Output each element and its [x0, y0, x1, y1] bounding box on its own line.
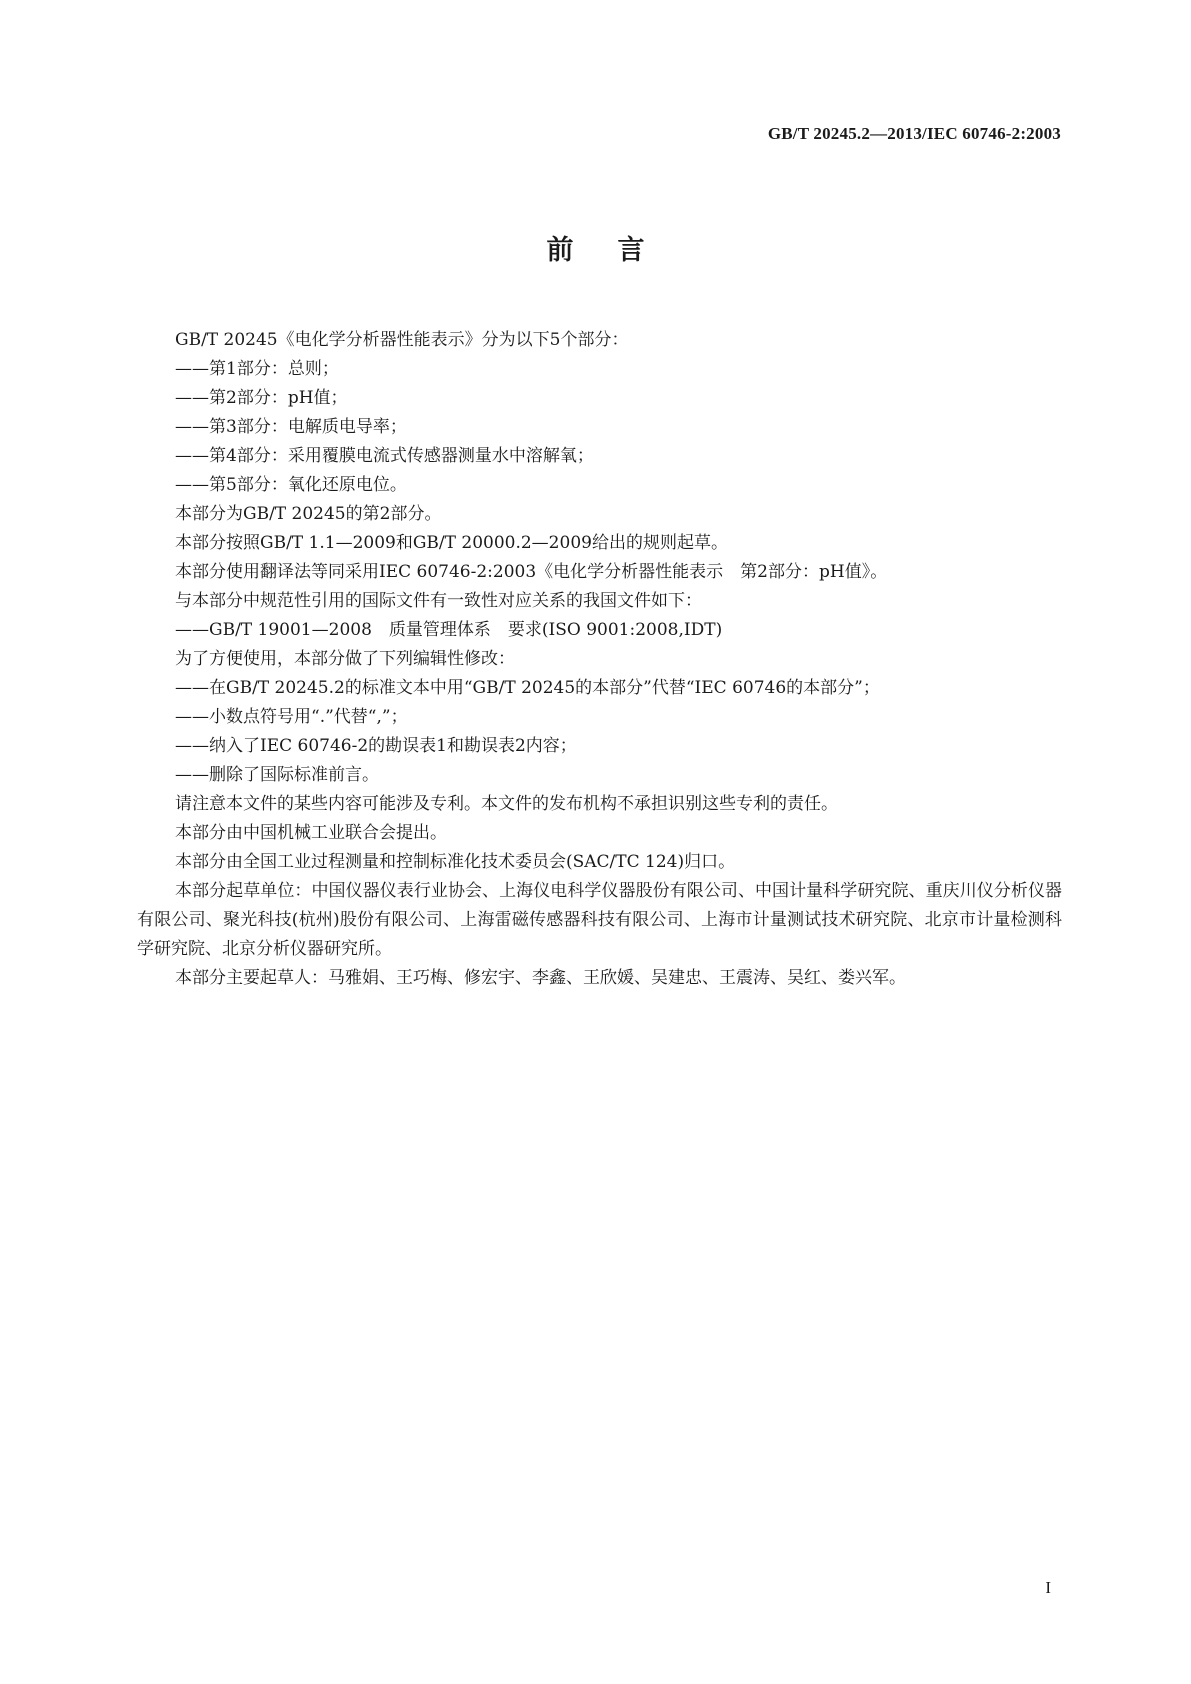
page-number: I [1045, 1578, 1051, 1597]
list-item: ——小数点符号用“.”代替“,”； [175, 707, 408, 727]
paragraph: 本部分为GB/T 20245的第2部分。 [175, 504, 442, 524]
document-code: GB/T 20245.2—2013/IEC 60746-2:2003 [767, 124, 1061, 143]
paragraph: 本部分主要起草人：马雅娟、王巧梅、修宏宇、李鑫、王欣媛、吴建忠、王震涛、吴红、娄兴军。 [175, 968, 906, 988]
paragraph: 本部分起草单位：中国仪器仪表行业协会、上海仪电科学仪器股份有限公司、中国计量科学研究院、重庆川仪分析仪器有限公司、聚光科技(杭州)股份有限公司、上海雷磁传感器科技有限公司、上海市计量测试技术研究院、北京市计量检测科学研究院、北京分析仪器研究所。 [137, 881, 1062, 959]
paragraph: 本部分使用翻译法等同采用IEC 60746-2:2003《电化学分析器性能表示 第2部分：pH值》。 [175, 562, 888, 582]
list-item: ——删除了国际标准前言。 [175, 765, 379, 785]
paragraph: 本部分按照GB/T 1.1—2009和GB/T 20000.2—2009给出的规则起草。 [175, 533, 728, 553]
list-item: ——第5部分：氧化还原电位。 [175, 475, 407, 495]
paragraph: 与本部分中规范性引用的国际文件有一致性对应关系的我国文件如下： [175, 591, 702, 611]
list-item: ——在GB/T 20245.2的标准文本中用“GB/T 20245的本部分”代替“IEC 60746的本部分”； [175, 678, 880, 698]
paragraph: 本部分由中国机械工业联合会提出。 [175, 823, 447, 843]
list-item: ——纳入了IEC 60746-2的勘误表1和勘误表2内容； [175, 736, 577, 756]
list-item: ——第2部分：pH值； [175, 388, 348, 408]
paragraph: GB/T 20245《电化学分析器性能表示》分为以下5个部分： [175, 330, 629, 350]
paragraph: 本部分由全国工业过程测量和控制标准化技术委员会(SAC/TC 124)归口。 [175, 852, 736, 872]
list-item: ——第4部分：采用覆膜电流式传感器测量水中溶解氧； [175, 446, 594, 466]
paragraph: 为了方便使用，本部分做了下列编辑性修改： [175, 649, 515, 669]
list-item: ——第3部分：电解质电导率； [175, 417, 407, 437]
list-item: ——第1部分：总则； [175, 359, 339, 379]
page-title: 前言 [546, 235, 689, 266]
list-item: ——GB/T 19001—2008 质量管理体系 要求(ISO 9001:2008,IDT) [175, 620, 723, 640]
paragraph: 请注意本文件的某些内容可能涉及专利。本文件的发布机构不承担识别这些专利的责任。 [175, 794, 838, 814]
foreword-body [137, 326, 1062, 993]
